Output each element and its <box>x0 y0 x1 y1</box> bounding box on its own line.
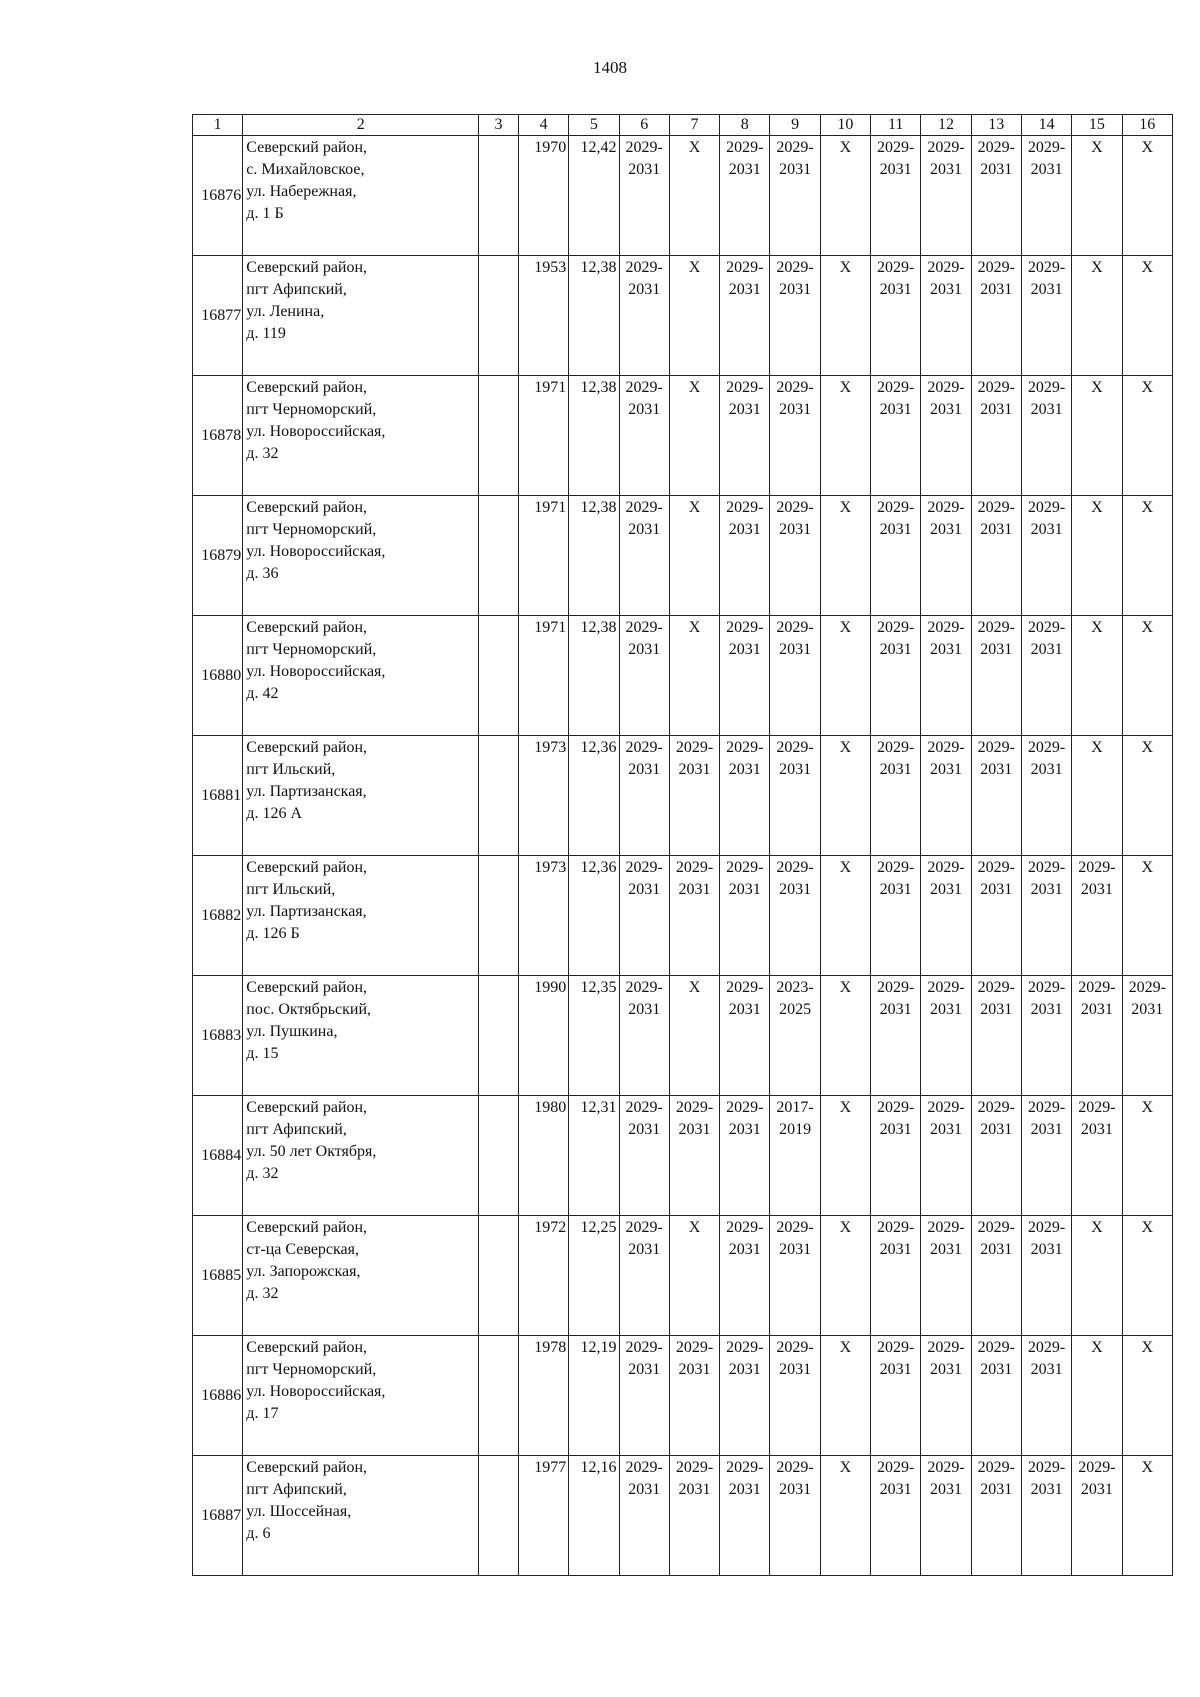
period-cell: 2029- 2031 <box>669 856 719 976</box>
period-cell: 2029- 2031 <box>669 736 719 856</box>
address-line: д. 1 Б <box>246 205 284 222</box>
table-row <box>193 496 1173 616</box>
row-number: 16878 <box>193 376 243 496</box>
period-cell: X <box>820 616 870 736</box>
table-body <box>193 136 1173 1576</box>
address-line: д. 119 <box>246 325 286 342</box>
period-cell: 2029- 2031 <box>871 616 921 736</box>
column-3-cell <box>479 376 519 496</box>
period-cell: X <box>1122 496 1172 616</box>
period-cell: 2029- 2031 <box>770 856 820 976</box>
period-cell: X <box>820 1216 870 1336</box>
period-cell: 2029- 2031 <box>871 976 921 1096</box>
address-cell <box>243 616 479 736</box>
period-cell: 2029- 2031 <box>1021 856 1071 976</box>
period-cell: X <box>1072 136 1122 256</box>
period-cell: 2029- 2031 <box>1021 136 1071 256</box>
address-line: ул. Ленина, <box>246 303 325 320</box>
period-cell: X <box>820 976 870 1096</box>
address-line: д. 36 <box>246 565 279 582</box>
address-line: ул. Новороссийская, <box>246 663 386 680</box>
address-line: пгт Черноморский, <box>246 401 377 418</box>
year-cell: 1978 <box>518 1336 568 1456</box>
period-cell: 2029- 2031 <box>971 856 1021 976</box>
address-line: пгт Афипский, <box>246 1121 347 1138</box>
period-cell: 2029- 2031 <box>921 496 971 616</box>
period-cell: X <box>1072 376 1122 496</box>
address-cell <box>243 976 479 1096</box>
period-cell: 2029- 2031 <box>770 1216 820 1336</box>
period-cell: 2029- 2031 <box>921 1336 971 1456</box>
value-cell: 12,36 <box>569 736 619 856</box>
address-line: Северский район, <box>246 1339 368 1356</box>
period-cell: 2029- 2031 <box>669 1336 719 1456</box>
table-row <box>193 1096 1173 1216</box>
period-cell: 2029- 2031 <box>720 496 770 616</box>
period-cell: 2029- 2031 <box>619 136 669 256</box>
period-cell: 2029- 2031 <box>1021 496 1071 616</box>
period-cell: X <box>820 1456 870 1576</box>
period-cell: 2029- 2031 <box>720 856 770 976</box>
period-cell: 2029- 2031 <box>921 1216 971 1336</box>
value-cell: 12,36 <box>569 856 619 976</box>
column-3-cell <box>479 976 519 1096</box>
period-cell: 2029- 2031 <box>1072 1096 1122 1216</box>
address-line: д. 126 А <box>246 805 302 822</box>
address-line: Северский район, <box>246 859 368 876</box>
address-line: ул. Набережная, <box>246 183 357 200</box>
value-cell: 12,38 <box>569 616 619 736</box>
address-line: Северский район, <box>246 979 368 996</box>
period-cell: 2029- 2031 <box>971 376 1021 496</box>
address-line: Северский район, <box>246 259 368 276</box>
period-cell: 2029- 2031 <box>1021 976 1071 1096</box>
period-cell: 2029- 2031 <box>1021 616 1071 736</box>
address-line: ул. Партизанская, <box>246 783 367 800</box>
period-cell: 2029- 2031 <box>1072 1456 1122 1576</box>
column-header: 14 <box>1021 115 1071 136</box>
period-cell: X <box>820 376 870 496</box>
period-cell: 2029- 2031 <box>971 976 1021 1096</box>
year-cell: 1972 <box>518 1216 568 1336</box>
period-cell: X <box>1122 1216 1172 1336</box>
address-cell <box>243 1216 479 1336</box>
address-line: Северский район, <box>246 379 368 396</box>
period-cell: X <box>820 856 870 976</box>
period-cell: 2029- 2031 <box>1021 256 1071 376</box>
period-cell: 2029- 2031 <box>971 616 1021 736</box>
address-line: ул. 50 лет Октября, <box>246 1143 377 1160</box>
year-cell: 1973 <box>518 736 568 856</box>
table-row <box>193 856 1173 976</box>
period-cell: 2029- 2031 <box>971 1216 1021 1336</box>
period-cell: 2029- 2031 <box>770 256 820 376</box>
address-line: Северский район, <box>246 739 368 756</box>
period-cell: X <box>1072 1336 1122 1456</box>
period-cell: 2029- 2031 <box>871 496 921 616</box>
row-number: 16880 <box>193 616 243 736</box>
period-cell: X <box>1122 1336 1172 1456</box>
period-cell: 2029- 2031 <box>720 376 770 496</box>
column-header: 10 <box>820 115 870 136</box>
period-cell: 2029- 2031 <box>619 616 669 736</box>
address-line: д. 126 Б <box>246 925 300 942</box>
period-cell: 2029- 2031 <box>921 976 971 1096</box>
table-row <box>193 976 1173 1096</box>
period-cell: 2029- 2031 <box>619 376 669 496</box>
value-cell: 12,16 <box>569 1456 619 1576</box>
period-cell: 2029- 2031 <box>871 256 921 376</box>
address-cell <box>243 1096 479 1216</box>
period-cell: 2029- 2031 <box>619 1216 669 1336</box>
page-number: 1408 <box>593 58 627 77</box>
period-cell: X <box>669 376 719 496</box>
address-line: Северский район, <box>246 139 368 156</box>
period-cell: X <box>1122 376 1172 496</box>
column-header: 7 <box>669 115 719 136</box>
period-cell: 2029- 2031 <box>770 616 820 736</box>
period-cell: X <box>1122 856 1172 976</box>
address-line: ул. Пушкина, <box>246 1023 338 1040</box>
row-number: 16882 <box>193 856 243 976</box>
address-cell <box>243 496 479 616</box>
column-header: 16 <box>1122 115 1172 136</box>
address-line: ул. Запорожская, <box>246 1263 361 1280</box>
period-cell: 2029- 2031 <box>619 496 669 616</box>
period-cell: X <box>669 1216 719 1336</box>
period-cell: 2029- 2031 <box>871 856 921 976</box>
period-cell: 2029- 2031 <box>971 1336 1021 1456</box>
period-cell: 2029- 2031 <box>1021 1456 1071 1576</box>
address-line: ул. Новороссийская, <box>246 1383 386 1400</box>
address-line: д. 32 <box>246 1165 279 1182</box>
address-cell <box>243 376 479 496</box>
row-number: 16883 <box>193 976 243 1096</box>
period-cell: 2029- 2031 <box>619 1096 669 1216</box>
row-number: 16887 <box>193 1456 243 1576</box>
period-cell: X <box>820 1336 870 1456</box>
row-number: 16876 <box>193 136 243 256</box>
address-line: д. 32 <box>246 445 279 462</box>
period-cell: 2029- 2031 <box>921 736 971 856</box>
address-line: Северский район, <box>246 499 368 516</box>
period-cell: X <box>1122 1456 1172 1576</box>
period-cell: 2029- 2031 <box>921 616 971 736</box>
column-3-cell <box>479 496 519 616</box>
column-header: 2 <box>243 115 479 136</box>
address-line: пгт Ильский, <box>246 881 336 898</box>
row-number: 16881 <box>193 736 243 856</box>
column-3-cell <box>479 616 519 736</box>
period-cell: 2029- 2031 <box>720 976 770 1096</box>
period-cell: 2029- 2031 <box>669 1456 719 1576</box>
period-cell: 2029- 2031 <box>971 736 1021 856</box>
address-line: д. 6 <box>246 1525 271 1542</box>
address-cell <box>243 856 479 976</box>
column-header: 12 <box>921 115 971 136</box>
value-cell: 12,38 <box>569 256 619 376</box>
column-header: 4 <box>518 115 568 136</box>
period-cell: X <box>1122 616 1172 736</box>
period-cell: 2029- 2031 <box>971 496 1021 616</box>
period-cell: 2029- 2031 <box>720 136 770 256</box>
column-header: 1 <box>193 115 243 136</box>
period-cell: 2029- 2031 <box>871 1216 921 1336</box>
value-cell: 12,31 <box>569 1096 619 1216</box>
column-header: 11 <box>871 115 921 136</box>
period-cell: 2029- 2031 <box>1021 1216 1071 1336</box>
period-cell: 2029- 2031 <box>720 1096 770 1216</box>
address-line: ул. Новороссийская, <box>246 423 386 440</box>
period-cell: 2029- 2031 <box>1021 376 1071 496</box>
row-number: 16877 <box>193 256 243 376</box>
period-cell: 2029- 2031 <box>720 736 770 856</box>
period-cell: 2029- 2031 <box>1122 976 1172 1096</box>
period-cell: 2029- 2031 <box>921 1456 971 1576</box>
period-cell: 2029- 2031 <box>971 136 1021 256</box>
value-cell: 12,35 <box>569 976 619 1096</box>
year-cell: 1970 <box>518 136 568 256</box>
table-row <box>193 616 1173 736</box>
period-cell: X <box>669 136 719 256</box>
address-line: пгт Ильский, <box>246 761 336 778</box>
year-cell: 1990 <box>518 976 568 1096</box>
period-cell: X <box>669 616 719 736</box>
period-cell: 2029- 2031 <box>871 136 921 256</box>
period-cell: 2029- 2031 <box>871 1096 921 1216</box>
row-number: 16884 <box>193 1096 243 1216</box>
address-line: Северский район, <box>246 1219 368 1236</box>
table-row <box>193 1216 1173 1336</box>
address-line: пгт Черноморский, <box>246 521 377 538</box>
period-cell: 2017- 2019 <box>770 1096 820 1216</box>
address-cell <box>243 136 479 256</box>
year-cell: 1971 <box>518 376 568 496</box>
table-row <box>193 1336 1173 1456</box>
register-table <box>192 114 1173 1576</box>
column-3-cell <box>479 1096 519 1216</box>
period-cell: 2029- 2031 <box>720 1216 770 1336</box>
period-cell: X <box>1072 256 1122 376</box>
period-cell: 2029- 2031 <box>770 376 820 496</box>
column-3-cell <box>479 136 519 256</box>
period-cell: 2029- 2031 <box>619 736 669 856</box>
period-cell: 2029- 2031 <box>921 136 971 256</box>
period-cell: 2029- 2031 <box>921 856 971 976</box>
address-line: пгт Афипский, <box>246 281 347 298</box>
period-cell: X <box>1122 1096 1172 1216</box>
period-cell: X <box>820 136 870 256</box>
year-cell: 1973 <box>518 856 568 976</box>
column-3-cell <box>479 736 519 856</box>
column-header: 15 <box>1072 115 1122 136</box>
year-cell: 1971 <box>518 616 568 736</box>
address-line: пос. Октябрьский, <box>246 1001 372 1018</box>
period-cell: X <box>669 256 719 376</box>
column-header: 5 <box>569 115 619 136</box>
column-header: 8 <box>720 115 770 136</box>
column-header: 13 <box>971 115 1021 136</box>
period-cell: X <box>1122 256 1172 376</box>
table-row <box>193 136 1173 256</box>
row-number: 16885 <box>193 1216 243 1336</box>
period-cell: 2029- 2031 <box>770 736 820 856</box>
address-line: пгт Афипский, <box>246 1481 347 1498</box>
period-cell: 2029- 2031 <box>619 256 669 376</box>
period-cell: 2029- 2031 <box>770 136 820 256</box>
address-line: д. 42 <box>246 685 279 702</box>
period-cell: X <box>669 976 719 1096</box>
year-cell: 1971 <box>518 496 568 616</box>
table-row <box>193 1456 1173 1576</box>
period-cell: 2029- 2031 <box>1072 856 1122 976</box>
period-cell: X <box>820 496 870 616</box>
year-cell: 1980 <box>518 1096 568 1216</box>
period-cell: 2029- 2031 <box>971 1096 1021 1216</box>
period-cell: X <box>820 1096 870 1216</box>
period-cell: 2029- 2031 <box>921 1096 971 1216</box>
address-line: д. 15 <box>246 1045 279 1062</box>
column-3-cell <box>479 1456 519 1576</box>
column-header: 3 <box>479 115 519 136</box>
period-cell: X <box>820 256 870 376</box>
period-cell: 2029- 2031 <box>871 1336 921 1456</box>
period-cell: 2029- 2031 <box>871 1456 921 1576</box>
column-header: 9 <box>770 115 820 136</box>
period-cell: X <box>1072 616 1122 736</box>
period-cell: 2029- 2031 <box>720 1456 770 1576</box>
period-cell: 2029- 2031 <box>770 1456 820 1576</box>
period-cell: X <box>1122 136 1172 256</box>
address-cell <box>243 1336 479 1456</box>
period-cell: 2029- 2031 <box>971 256 1021 376</box>
period-cell: X <box>1072 736 1122 856</box>
period-cell: 2029- 2031 <box>871 376 921 496</box>
address-line: ул. Партизанская, <box>246 903 367 920</box>
year-cell: 1953 <box>518 256 568 376</box>
value-cell: 12,42 <box>569 136 619 256</box>
period-cell: 2029- 2031 <box>971 1456 1021 1576</box>
row-number: 16886 <box>193 1336 243 1456</box>
period-cell: 2029- 2031 <box>770 496 820 616</box>
value-cell: 12,38 <box>569 496 619 616</box>
period-cell: 2029- 2031 <box>921 376 971 496</box>
address-line: Северский район, <box>246 1459 368 1476</box>
period-cell: 2029- 2031 <box>720 256 770 376</box>
value-cell: 12,38 <box>569 376 619 496</box>
period-cell: 2029- 2031 <box>871 736 921 856</box>
address-cell <box>243 1456 479 1576</box>
address-line: с. Михайловское, <box>246 161 365 178</box>
period-cell: 2029- 2031 <box>619 856 669 976</box>
year-cell: 1977 <box>518 1456 568 1576</box>
address-line: ст-ца Северская, <box>246 1241 360 1258</box>
period-cell: 2029- 2031 <box>619 1336 669 1456</box>
period-cell: 2029- 2031 <box>1072 976 1122 1096</box>
period-cell: X <box>1122 736 1172 856</box>
value-cell: 12,19 <box>569 1336 619 1456</box>
table-row <box>193 736 1173 856</box>
address-line: д. 32 <box>246 1285 279 1302</box>
period-cell: 2029- 2031 <box>770 1336 820 1456</box>
period-cell: X <box>1072 1216 1122 1336</box>
address-cell <box>243 736 479 856</box>
period-cell: 2029- 2031 <box>1021 736 1071 856</box>
period-cell: 2029- 2031 <box>720 1336 770 1456</box>
value-cell: 12,25 <box>569 1216 619 1336</box>
period-cell: X <box>669 496 719 616</box>
column-3-cell <box>479 1336 519 1456</box>
address-line: ул. Шоссейная, <box>246 1503 352 1520</box>
address-line: пгт Черноморский, <box>246 1361 377 1378</box>
period-cell: X <box>820 736 870 856</box>
table-row <box>193 256 1173 376</box>
column-3-cell <box>479 856 519 976</box>
address-line: пгт Черноморский, <box>246 641 377 658</box>
address-line: д. 17 <box>246 1405 279 1422</box>
period-cell: 2029- 2031 <box>720 616 770 736</box>
period-cell: 2029- 2031 <box>1021 1336 1071 1456</box>
column-header: 6 <box>619 115 669 136</box>
row-number: 16879 <box>193 496 243 616</box>
period-cell: 2029- 2031 <box>619 976 669 1096</box>
address-line: Северский район, <box>246 1099 368 1116</box>
period-cell: 2029- 2031 <box>669 1096 719 1216</box>
column-3-cell <box>479 256 519 376</box>
period-cell: X <box>1072 496 1122 616</box>
table-row <box>193 376 1173 496</box>
period-cell: 2029- 2031 <box>921 256 971 376</box>
address-line: Северский район, <box>246 619 368 636</box>
column-3-cell <box>479 1216 519 1336</box>
period-cell: 2029- 2031 <box>619 1456 669 1576</box>
header-row <box>193 115 1173 136</box>
address-cell <box>243 256 479 376</box>
period-cell: 2023- 2025 <box>770 976 820 1096</box>
address-line: ул. Новороссийская, <box>246 543 386 560</box>
period-cell: 2029- 2031 <box>1021 1096 1071 1216</box>
